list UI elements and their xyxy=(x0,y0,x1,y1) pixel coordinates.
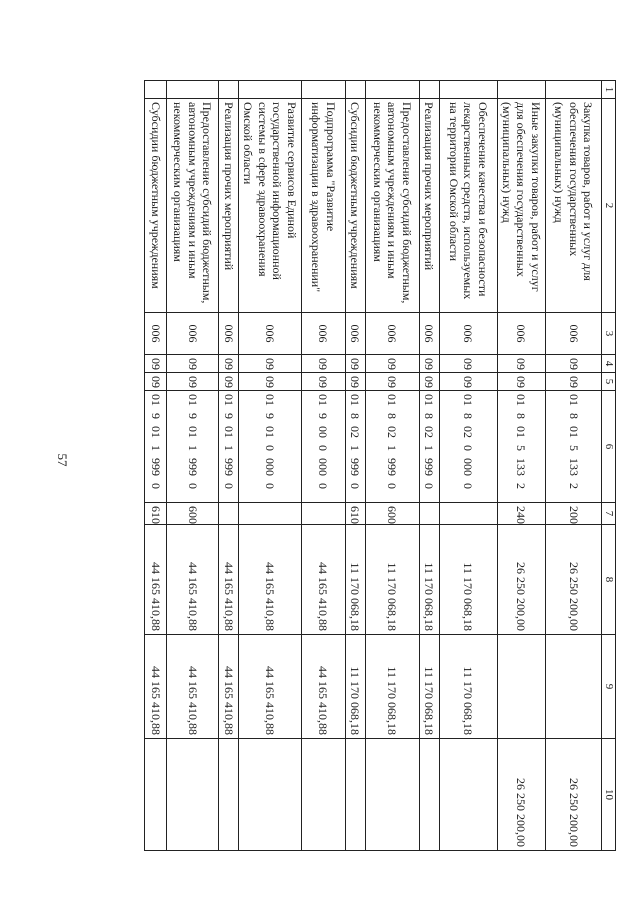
row-name-cell: Субсидии бюджетным учреждениям xyxy=(345,99,365,313)
admin-code-cell: 006 xyxy=(301,313,345,355)
table-body xyxy=(145,81,602,851)
amount-col10-cell: 26 250 200,00 xyxy=(497,739,545,851)
subsection-code-cell: 09 xyxy=(167,373,219,391)
amount-col8-cell: 11 170 068,18 xyxy=(439,525,497,635)
rotated-table-container xyxy=(96,80,616,850)
row-number-cell xyxy=(545,81,601,99)
target-article-cell: 01 9 01 1 999 0 xyxy=(145,391,167,503)
table-row xyxy=(439,81,497,851)
expense-type-cell: 200 xyxy=(545,503,601,525)
row-number-cell xyxy=(439,81,497,99)
amount-col8-cell: 11 170 068,18 xyxy=(345,525,365,635)
row-name-cell: Подпрограмма "Развитие информатизации в здравоохранении" xyxy=(301,99,345,313)
row-number-cell xyxy=(497,81,545,99)
target-article-cell: 01 8 02 1 999 0 xyxy=(419,391,439,503)
row-name-cell: Реализация прочих мероприятий xyxy=(419,99,439,313)
row-name-cell: Иные закупки товаров, работ и услуг для обеспечения государственных (муниципальных) нужд xyxy=(497,99,545,313)
amount-col9-cell: 44 165 410,88 xyxy=(239,635,302,739)
table-row xyxy=(145,81,167,851)
column-header: 8 xyxy=(601,525,615,635)
amount-col10-cell xyxy=(219,739,239,851)
subsection-code-cell: 09 xyxy=(219,373,239,391)
row-number-cell xyxy=(145,81,167,99)
amount-col9-cell: 44 165 410,88 xyxy=(145,635,167,739)
target-article-cell: 01 8 02 1 999 0 xyxy=(345,391,365,503)
amount-col10-cell xyxy=(365,739,419,851)
subsection-code-cell: 09 xyxy=(419,373,439,391)
admin-code-cell: 006 xyxy=(545,313,601,355)
expense-type-cell: 600 xyxy=(365,503,419,525)
section-code-cell: 09 xyxy=(219,355,239,373)
subsection-code-cell: 09 xyxy=(345,373,365,391)
row-name-cell: Обеспечение качества и безопасности лекарственных средств, используемых на территории Омской области xyxy=(439,99,497,313)
row-number-cell xyxy=(239,81,302,99)
section-code-cell: 09 xyxy=(345,355,365,373)
expense-type-cell xyxy=(239,503,302,525)
admin-code-cell: 006 xyxy=(439,313,497,355)
amount-col10-cell xyxy=(301,739,345,851)
target-article-cell: 01 9 00 0 000 0 xyxy=(301,391,345,503)
amount-col9-cell: 44 165 410,88 xyxy=(167,635,219,739)
amount-col9-cell: 44 165 410,88 xyxy=(219,635,239,739)
section-code-cell: 09 xyxy=(239,355,302,373)
column-header: 4 xyxy=(601,355,615,373)
section-code-cell: 09 xyxy=(497,355,545,373)
row-number-cell xyxy=(345,81,365,99)
target-article-cell: 01 8 02 1 999 0 xyxy=(365,391,419,503)
row-number-cell xyxy=(219,81,239,99)
table-row xyxy=(345,81,365,851)
column-header: 10 xyxy=(601,739,615,851)
row-number-cell xyxy=(301,81,345,99)
amount-col8-cell: 44 165 410,88 xyxy=(145,525,167,635)
target-article-cell: 01 9 01 1 999 0 xyxy=(167,391,219,503)
table-row xyxy=(301,81,345,851)
admin-code-cell: 006 xyxy=(345,313,365,355)
expense-type-cell xyxy=(439,503,497,525)
table-row xyxy=(497,81,545,851)
amount-col8-cell: 26 250 200,00 xyxy=(497,525,545,635)
amount-col8-cell: 44 165 410,88 xyxy=(167,525,219,635)
table-row xyxy=(167,81,219,851)
column-header: 2 xyxy=(601,99,615,313)
amount-col9-cell: 44 165 410,88 xyxy=(301,635,345,739)
admin-code-cell: 006 xyxy=(419,313,439,355)
section-code-cell: 09 xyxy=(365,355,419,373)
amount-col10-cell xyxy=(439,739,497,851)
budget-table xyxy=(144,80,616,851)
amount-col9-cell xyxy=(545,635,601,739)
subsection-code-cell: 09 xyxy=(439,373,497,391)
amount-col9-cell: 11 170 068,18 xyxy=(365,635,419,739)
section-code-cell: 09 xyxy=(419,355,439,373)
row-name-cell: Предоставление субсидий бюджетным, автономным учреждениям и иным некоммерческим организациям xyxy=(167,99,219,313)
table-row xyxy=(419,81,439,851)
expense-type-cell: 610 xyxy=(345,503,365,525)
amount-col9-cell: 11 170 068,18 xyxy=(439,635,497,739)
subsection-code-cell: 09 xyxy=(497,373,545,391)
table-row xyxy=(219,81,239,851)
amount-col8-cell: 44 165 410,88 xyxy=(301,525,345,635)
amount-col10-cell xyxy=(345,739,365,851)
amount-col10-cell xyxy=(145,739,167,851)
subsection-code-cell: 09 xyxy=(301,373,345,391)
column-header: 1 xyxy=(601,81,615,99)
column-header: 7 xyxy=(601,503,615,525)
amount-col10-cell xyxy=(419,739,439,851)
amount-col8-cell: 44 165 410,88 xyxy=(219,525,239,635)
header-row xyxy=(601,81,615,851)
column-header: 5 xyxy=(601,373,615,391)
row-name-cell: Реализация прочих мероприятий xyxy=(219,99,239,313)
amount-col9-cell: 11 170 068,18 xyxy=(345,635,365,739)
admin-code-cell: 006 xyxy=(145,313,167,355)
amount-col8-cell: 11 170 068,18 xyxy=(365,525,419,635)
table-row xyxy=(545,81,601,851)
table-row xyxy=(239,81,302,851)
admin-code-cell: 006 xyxy=(219,313,239,355)
expense-type-cell xyxy=(301,503,345,525)
admin-code-cell: 006 xyxy=(365,313,419,355)
amount-col8-cell: 44 165 410,88 xyxy=(239,525,302,635)
target-article-cell: 01 9 01 1 999 0 xyxy=(219,391,239,503)
column-header: 9 xyxy=(601,635,615,739)
row-name-cell: Предоставление субсидий бюджетным, автономным учреждениям и иным некоммерческим организациям xyxy=(365,99,419,313)
target-article-cell: 01 8 01 5 133 2 xyxy=(545,391,601,503)
row-number-cell xyxy=(365,81,419,99)
row-number-cell xyxy=(419,81,439,99)
subsection-code-cell: 09 xyxy=(239,373,302,391)
target-article-cell: 01 9 01 0 000 0 xyxy=(239,391,302,503)
expense-type-cell xyxy=(219,503,239,525)
amount-col10-cell xyxy=(167,739,219,851)
column-header: 3 xyxy=(601,313,615,355)
column-header: 6 xyxy=(601,391,615,503)
target-article-cell: 01 8 02 0 000 0 xyxy=(439,391,497,503)
admin-code-cell: 006 xyxy=(497,313,545,355)
amount-col10-cell: 26 250 200,00 xyxy=(545,739,601,851)
row-name-cell: Закупка товаров, работ и услуг для обеспечения государственных (муниципальных) нужд xyxy=(545,99,601,313)
subsection-code-cell: 09 xyxy=(145,373,167,391)
amount-col8-cell: 26 250 200,00 xyxy=(545,525,601,635)
amount-col9-cell: 11 170 068,18 xyxy=(419,635,439,739)
amount-col10-cell xyxy=(239,739,302,851)
row-name-cell: Развитие сервисов Единой государственной информационной системы в сфере здравоохранения Омской области xyxy=(239,99,302,313)
target-article-cell: 01 8 01 5 133 2 xyxy=(497,391,545,503)
section-code-cell: 09 xyxy=(145,355,167,373)
amount-col9-cell xyxy=(497,635,545,739)
section-code-cell: 09 xyxy=(545,355,601,373)
row-number-cell xyxy=(167,81,219,99)
amount-col8-cell: 11 170 068,18 xyxy=(419,525,439,635)
section-code-cell: 09 xyxy=(167,355,219,373)
page-number: 57 xyxy=(55,453,70,467)
row-name-cell: Субсидии бюджетным учреждениям xyxy=(145,99,167,313)
expense-type-cell: 610 xyxy=(145,503,167,525)
expense-type-cell: 600 xyxy=(167,503,219,525)
admin-code-cell: 006 xyxy=(167,313,219,355)
subsection-code-cell: 09 xyxy=(365,373,419,391)
admin-code-cell: 006 xyxy=(239,313,302,355)
table-row xyxy=(365,81,419,851)
section-code-cell: 09 xyxy=(439,355,497,373)
expense-type-cell: 240 xyxy=(497,503,545,525)
section-code-cell: 09 xyxy=(301,355,345,373)
expense-type-cell xyxy=(419,503,439,525)
subsection-code-cell: 09 xyxy=(545,373,601,391)
